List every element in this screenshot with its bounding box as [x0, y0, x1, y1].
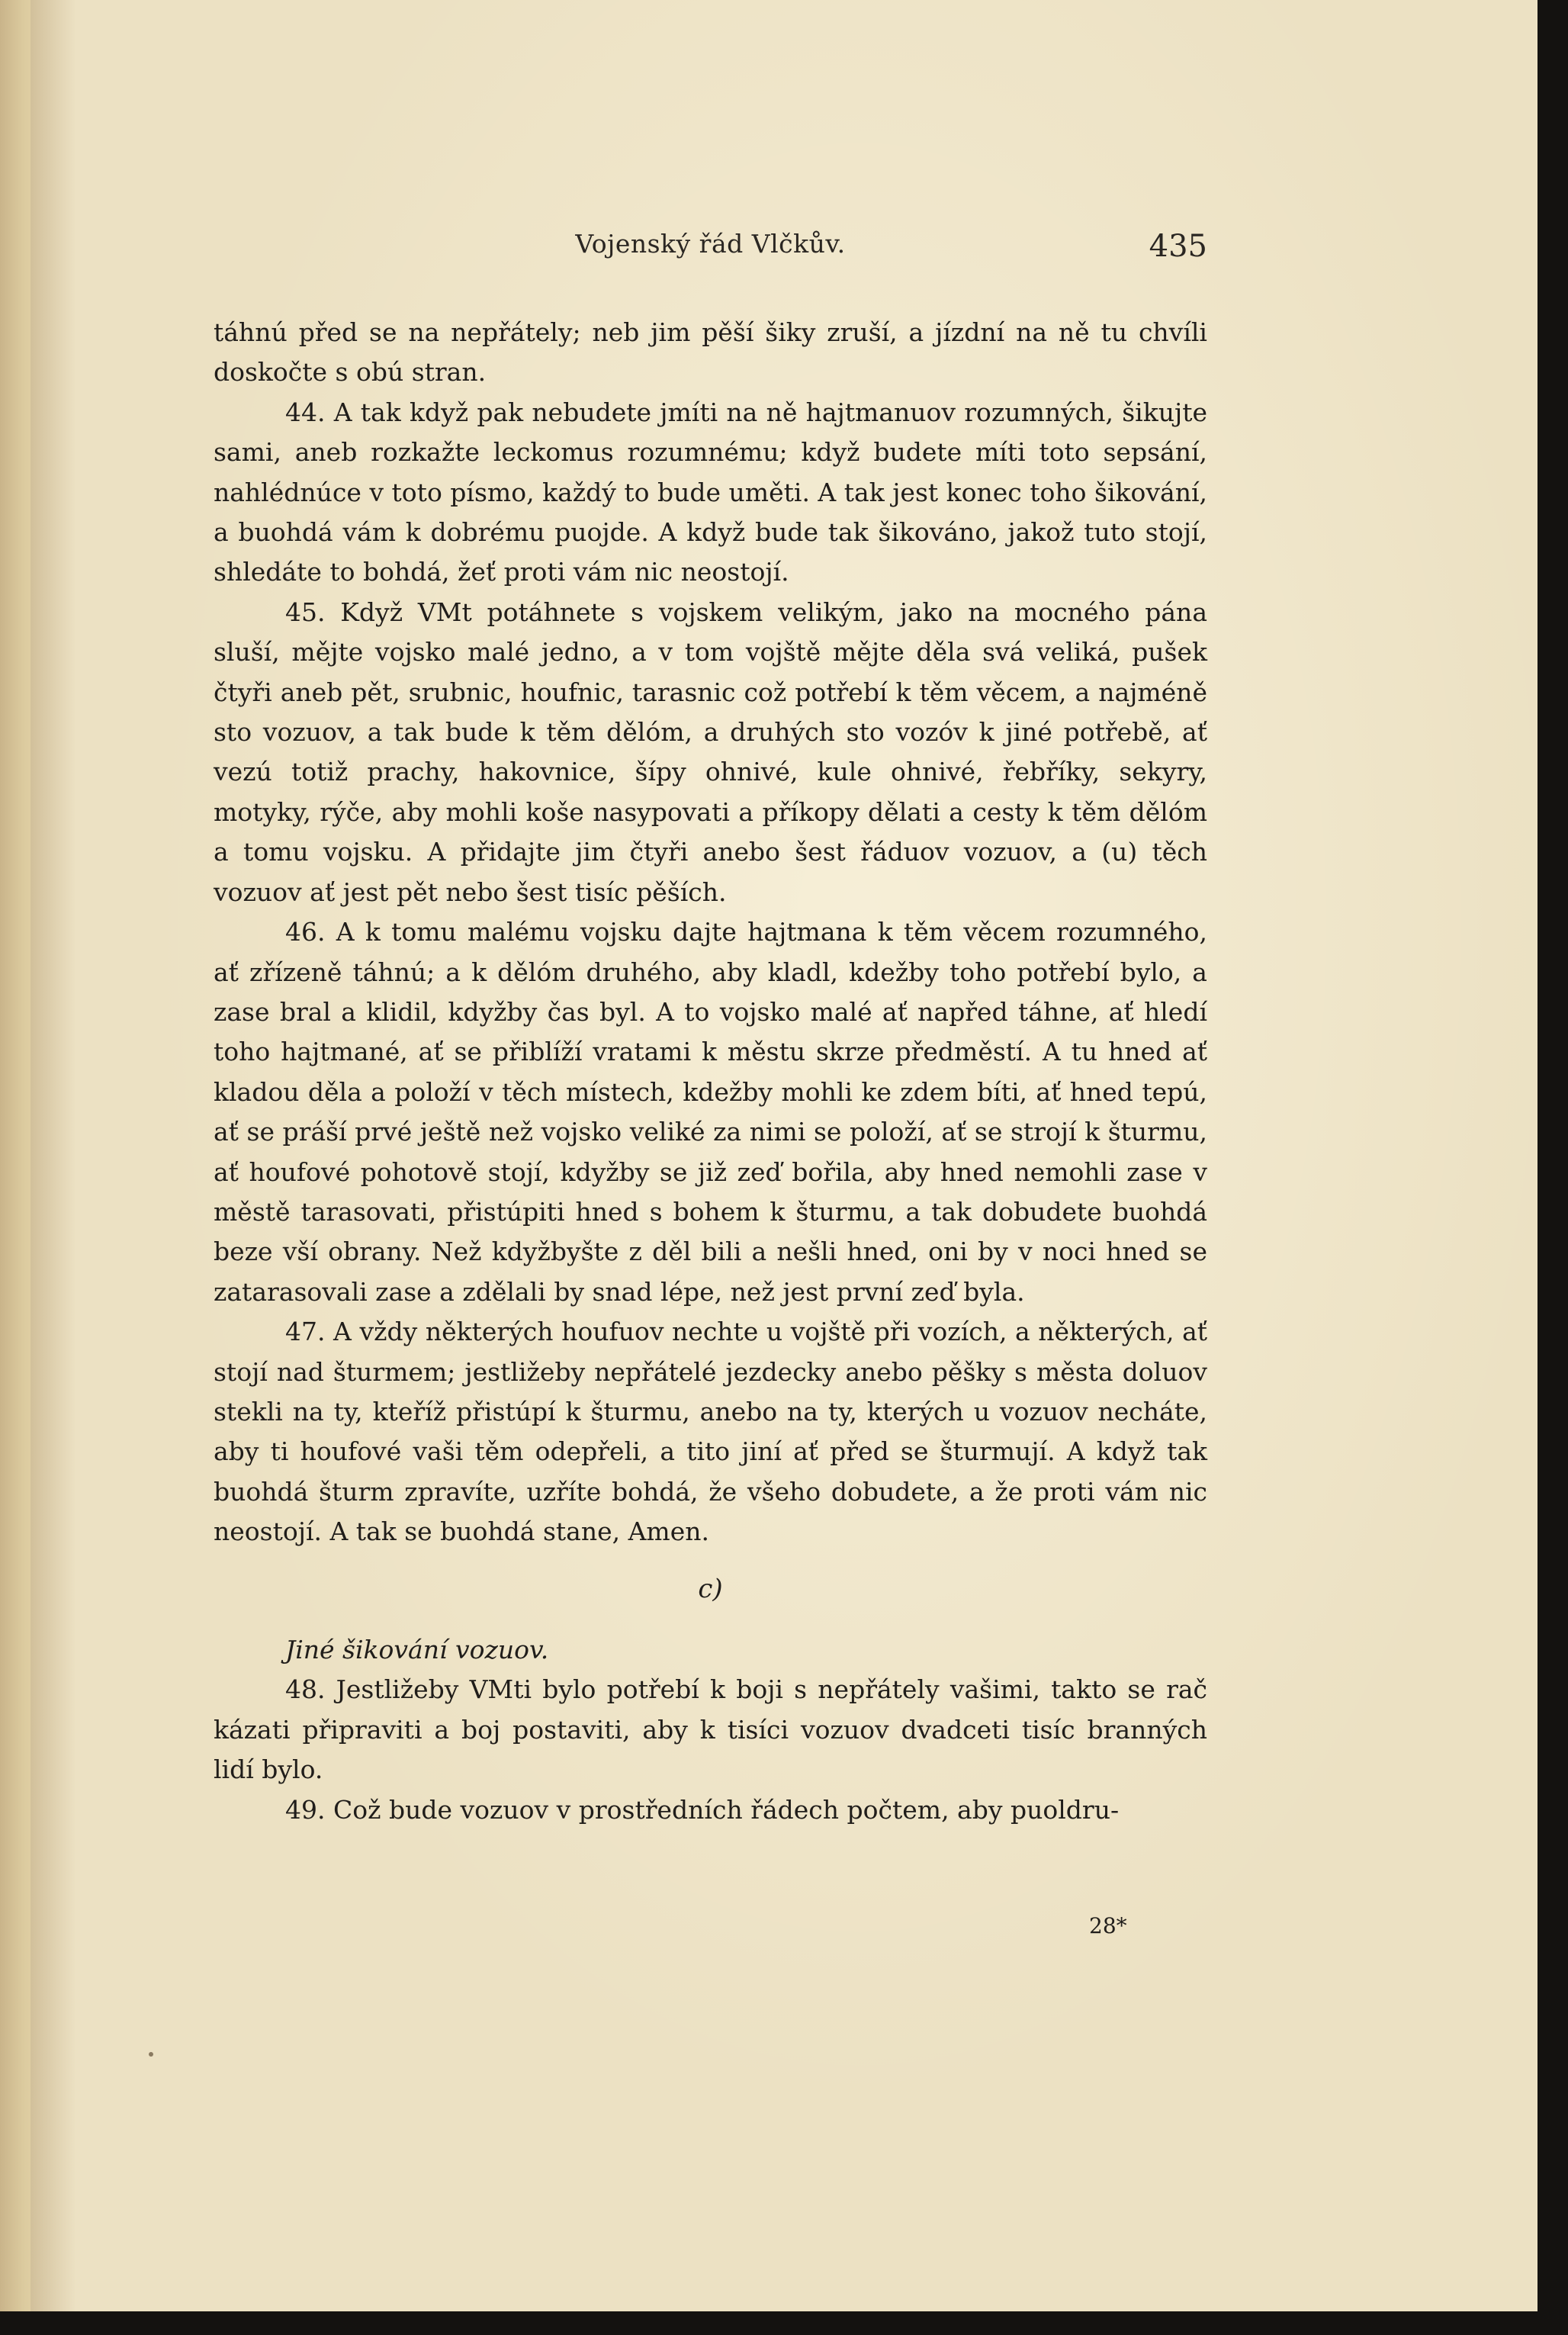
- scan-border-right: [1537, 0, 1568, 2335]
- running-title: Vojenský řád Vlčkův.: [575, 229, 846, 259]
- body-text: [214, 313, 1207, 1830]
- running-head: [214, 229, 1207, 275]
- paragraph-44: 44. A tak když pak nebudete jmíti na ně hajtmanuov rozumných, šikujte sami, aneb rozkažte leckomus rozumnému; když budete míti toto sepsání, nahlédnúce v toto písmo, každý to bude uměti. A tak jest konec toho šikování, a buohdá vám k dobrému puojde. A když bude tak šikováno, jakož tuto stojí, shledáte to bohdá, žeť proti vám nic neostojí.: [214, 397, 1207, 587]
- paragraph-46: 46. A k tomu malému vojsku dajte hajtmana k těm věcem rozumného, ať zřízeně táhnú; a k dělóm druhého, aby kladl, kdežby toho potřebí bylo, a zase bral a klidil, kdyžby čas byl. A to vojsko malé ať napřed táhne, ať hledí toho hajtmané, ať se přiblíží vratami k městu skrze předměstí. A tu hned ať kladou děla a položí v těch místech, kdežby mohli ke zdem bíti, ať hned tepú, ať se práší prvé ještě než vojsko veliké za nimi se položí, ať se strojí k šturmu, ať houfové pohotově stojí, kdyžby se již zeď bořila, aby hned nemohli zase v městě tarasovati, přistúpiti hned s bohem k šturmu, a tak dobudete buohdá beze vší obrany. Než kdyžbyšte z děl bili a nešli hned, oni by v noci hned se zatarasovali zase a zdělali by snad lépe, než jest první zeď byla.: [214, 917, 1207, 1307]
- paragraph-49: 49. Což bude vozuov v prostředních řádech počtem, aby puoldru-: [285, 1794, 1120, 1825]
- paragraph-continuation: táhnú před se na nepřátely; neb jim pěší šiky zruší, a jízdní na ně tu chvíli doskočte s obú stran.: [214, 317, 1207, 388]
- page-number: 435: [1149, 229, 1207, 264]
- section-title: Jiné šikování vozuov.: [285, 1635, 549, 1664]
- paragraph-48: 48. Jestližeby VMti bylo potřebí k boji s nepřátely vašimi, takto se rač kázati připraviti a boj postaviti, aby k tisíci vozuov dvadceti tisíc branných lidí bylo.: [214, 1674, 1207, 1785]
- scan-border-bottom: [0, 2311, 1568, 2335]
- paper-speck: [149, 2052, 153, 2057]
- paragraph-45: 45. Když VMt potáhnete s vojskem velikým, jako na mocného pána sluší, mějte vojsko malé jedno, a v tom vojště mějte děla svá veliká, pušek čtyři aneb pět, srubnic, houfnic, tarasnic což potřebí k těm věcem, a najméně sto vozuov, a tak bude k těm dělóm, a druhých sto vozóv k jiné potřebě, ať vezú totiž prachy, hakovnice, šípy ohnivé, kule ohnivé, řebříky, sekyry, motyky, rýče, aby mohli koše nasypovati a příkopy dělati a cesty k těm dělóm a tomu vojsku. A přidajte jim čtyři anebo šest řáduov vozuov, a (u) těch vozuov ať jest pět nebo šest tisíc pěších.: [214, 597, 1207, 907]
- printer-signature-mark: 28*: [1089, 1913, 1127, 1938]
- section-letter: c): [698, 1573, 723, 1604]
- paragraph-47: 47. A vždy některých houfuov nechte u vojště při vozích, a některých, ať stojí nad šturmem; jestližeby nepřátelé jezdecky anebo pěšky s města doluov stekli na ty, kteříž přistúpí k šturmu, anebo na ty, kterých u vozuov necháte, aby ti houfové vaši těm odepřeli, a tito jiní ať před se šturmují. A když tak buohdá šturm zpravíte, uzříte bohdá, že všeho dobudete, a že proti vám nic neostojí. A tak se buohdá stane, Amen.: [214, 1317, 1207, 1547]
